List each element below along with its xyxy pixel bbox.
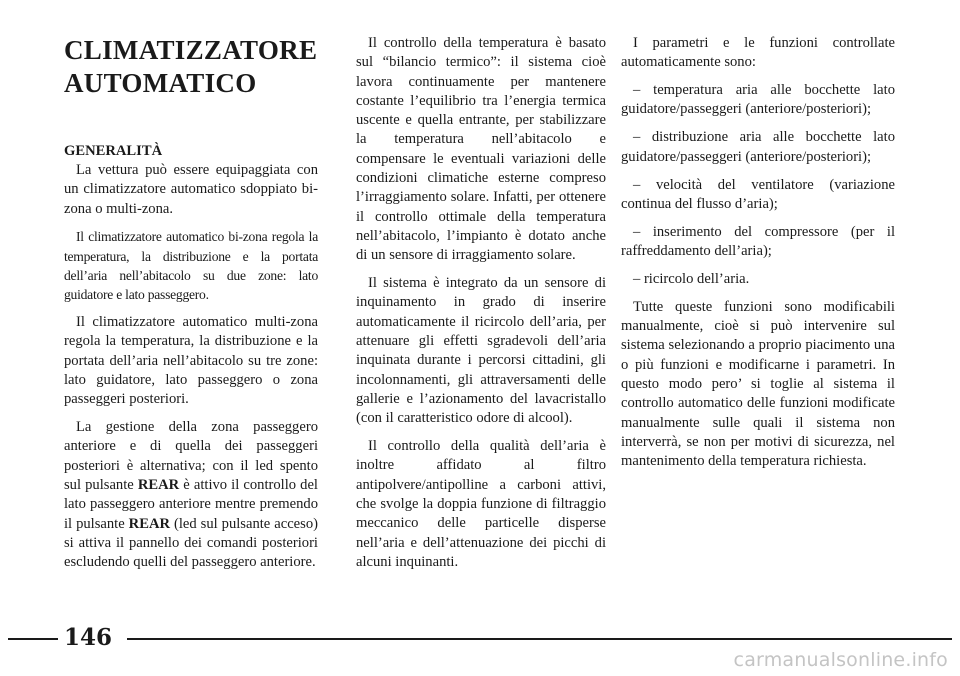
- watermark: carmanualsonline.info: [733, 649, 948, 671]
- paragraph-manual-override: Tutte queste funzioni sono modificabili manualmente, cioè si può intervenire sul sistema selezionando a proprio piacimento una o più funzioni e modificarne i parametri. In questo modo pero’ si toglie al sistema il controllo automatico delle funzioni modificate manualmente sulle quali il sistema non interverrà, se non per motivi di sicurezza, nel mantenimento della temperatura richiesta.: [621, 298, 895, 470]
- section-title-line2: AUTOMATICO: [64, 68, 257, 98]
- column-right: [621, 34, 895, 480]
- paragraph-rear-text-c: (led sul pulsante acceso) si attiva il pannello dei comandi posteriori escludendo quelli del passeggero anteriore.: [64, 515, 318, 571]
- paragraph-multizona: Il climatizzatore automatico multi-zona regola la temperatura, la distribuzione e la portata dell’aria nell’abitacolo su tre zone: lato guidatore, lato passeggero o zona passeggeri posteriori.: [64, 314, 318, 408]
- list-item: – velocità del ventilatore (variazione continua del flusso d’aria);: [621, 176, 895, 212]
- paragraph-rear-text-b: è attivo il controllo del lato passeggero anteriore mentre premendo il pulsante: [64, 476, 318, 532]
- footer-rule-left: [8, 638, 58, 640]
- paragraph-thermal-balance: Il controllo della temperatura è basato sul “bilancio termico”: il sistema cioè lavora continuamente per mantenere costante l’equilibrio tra l’energia termica uscente e quella entrante, per stabilizzare la temperatura nell’abitacolo e compensare le eventuali variazioni delle condizioni climatiche esterne compreso l’irraggiamento solare. Infatti, per ottenere il controllo ottimale della temperatura nell’abitacolo, l’impianto è dotato anche di un sensore di irraggiamento solare.: [356, 35, 606, 264]
- paragraph-pollution-sensor: Il sistema è integrato da un sensore di inquinamento in grado di inserire automaticamente il ricircolo dell’aria, per attenuare gli effetti sgradevoli dell’aria inquinata durante i percorsi cittadini, gli incolonnamenti, gli attraversamenti delle gallerie e l’azionamento del lavacristallo (con il caratteristico odore di alcool).: [356, 275, 606, 427]
- list-item: – ricircolo dell’aria.: [633, 270, 750, 287]
- list-item: – temperatura aria alle bocchette lato guidatore/passeggeri (anteriore/posteriori);: [621, 82, 895, 118]
- paragraph-rear-control: [64, 418, 318, 572]
- column-left: [64, 34, 318, 581]
- section-title-line1: CLIMATIZZATORE: [64, 35, 318, 65]
- list-item: – inserimento del compressore (per il raffreddamento dell’aria);: [621, 223, 895, 260]
- rear-button-label: REAR: [128, 515, 171, 532]
- paragraph-rear-text-a: La gestione della zona passeggero anteriore e di quella dei passeggeri posteriori è alternativa; con il led spento sul pulsante: [64, 419, 318, 493]
- paragraph-bizona: Il climatizzatore automatico bi-zona regola la temperatura, la distribuzione e la portata dell’aria nell’abitacolo su due zone: lato guidatore e lato passeggero.: [64, 229, 318, 303]
- section-title: [64, 34, 318, 100]
- column-middle: [356, 34, 606, 581]
- paragraph-intro: La vettura può essere equipaggiata con un climatizzatore automatico sdoppiato bi-zona o multi-zona.: [64, 162, 318, 217]
- page-number: 146: [64, 624, 113, 651]
- footer-rule-right: [127, 638, 952, 640]
- paragraph-air-filter: Il controllo della qualità dell’aria è inoltre affidato al filtro antipolvere/antipolline a carboni attivi, che svolge la doppia funzione di filtraggio meccanico delle particelle disperse nell’aria e dell’attenuazione dei picchi di alcuni inquinanti.: [356, 438, 606, 570]
- subheading: GENERALITÀ: [64, 143, 163, 159]
- paragraph-parameters-intro: I parametri e le funzioni controllate automaticamente sono:: [621, 35, 895, 71]
- list-item: – distribuzione aria alle bocchette lato guidatore/passeggeri (anteriore/posteriori);: [621, 129, 895, 165]
- rear-button-label: REAR: [137, 476, 180, 493]
